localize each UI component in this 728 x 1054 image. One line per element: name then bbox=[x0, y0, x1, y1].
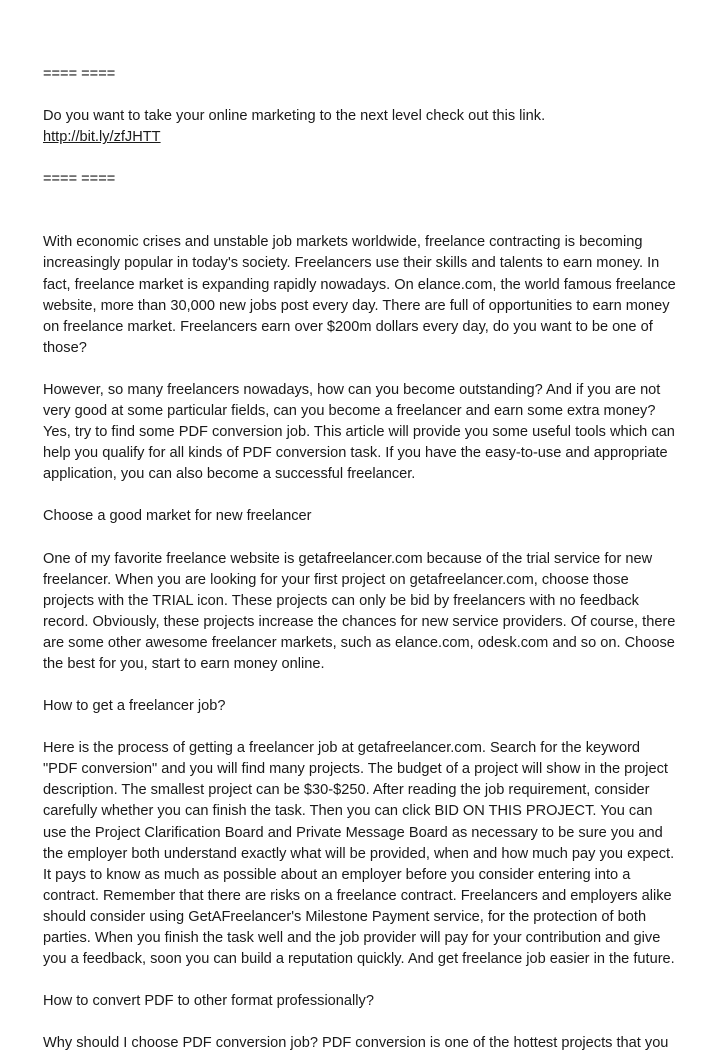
paragraph-line: increasingly popular in today's society. Freelancers use their skills and talents to earn money. In bbox=[43, 255, 660, 272]
paragraph-line: freelancer. When you are looking for your first project on getafreelancer.com, choose those bbox=[43, 571, 629, 588]
promo-link[interactable]: http://bit.ly/zfJHTT bbox=[43, 129, 161, 146]
paragraph-line: website, more than 30,000 new jobs post every day. There are full of opportunities to earn money bbox=[43, 297, 670, 314]
paragraph-line: projects with the TRIAL icon. These projects can only be bid by freelancers with no feedback bbox=[43, 592, 639, 609]
paragraph-line: However, so many freelancers nowadays, how can you become outstanding? And if you are not bbox=[43, 381, 661, 398]
paragraph-line: should consider using GetAFreelancer's Milestone Payment service, for the protection of both bbox=[43, 908, 647, 925]
outstanding-paragraph bbox=[43, 380, 693, 485]
paragraph-line: those? bbox=[43, 339, 87, 356]
separator-bottom: ==== ==== bbox=[43, 171, 116, 188]
job-paragraph bbox=[43, 738, 693, 970]
paragraph-line: very good at some particular fields, can you become a freelancer and earn some extra money? bbox=[43, 403, 656, 420]
paragraph-line: It pays to know as much as possible about an employer before you consider entering into a bbox=[43, 866, 631, 883]
paragraph-line: help you qualify for all kinds of PDF conversion task. If you have the easy-to-use and appropriate bbox=[43, 445, 668, 462]
paragraph-line: fact, freelance market is expanding rapidly nowadays. On elance.com, the world famous freelance bbox=[43, 276, 676, 293]
intro-paragraph bbox=[43, 232, 693, 359]
paragraph-line: record. Obviously, these projects increase the chances for new service providers. Of course, there bbox=[43, 613, 676, 630]
paragraph-line: on freelance market. Freelancers earn over $200m dollars every day, do you want to be one of bbox=[43, 318, 653, 335]
paragraph-line: Why should I choose PDF conversion job? PDF conversion is one of the hottest projects that you bbox=[43, 1035, 669, 1052]
paragraph-line: parties. When you finish the task well and the job provider will pay for your contribution and give bbox=[43, 930, 661, 946]
convert-paragraph bbox=[43, 1033, 693, 1054]
paragraph-line: are some other awesome freelancer markets, such as elance.com, odesk.com and so on. Choose bbox=[43, 634, 675, 651]
paragraph-line: description. The smallest project can be $30-$250. After reading the job requirement, consider bbox=[43, 782, 650, 799]
paragraph-line: With economic crises and unstable job markets worldwide, freelance contracting is becoming bbox=[43, 234, 643, 251]
document-page bbox=[43, 64, 693, 1054]
paragraph-line: the best for you, start to earn money online. bbox=[43, 655, 325, 672]
market-paragraph bbox=[43, 549, 693, 676]
section-heading-convert: How to convert PDF to other format professionally? bbox=[43, 993, 374, 1010]
paragraph-line: carefully whether you can finish the task. Then you can click BID ON THIS PROJECT. You can bbox=[43, 803, 653, 820]
paragraph-line: application, you can also become a successful freelancer. bbox=[43, 466, 416, 483]
section-heading-job: How to get a freelancer job? bbox=[43, 698, 226, 715]
paragraph-line: Yes, try to find some PDF conversion job. This article will provide you some useful tools which can bbox=[43, 424, 675, 441]
paragraph-line: One of my favorite freelance website is getafreelancer.com because of the trial service for new bbox=[43, 550, 653, 567]
separator-top: ==== ==== bbox=[43, 66, 116, 82]
promo-text: Do you want to take your online marketing to the next level check out this link. bbox=[43, 108, 546, 125]
section-heading-market: Choose a good market for new freelancer bbox=[43, 508, 312, 525]
paragraph-line: use the Project Clarification Board and Private Message Board as necessary to be sure you and bbox=[43, 824, 663, 841]
paragraph-line: "PDF conversion" and you will find many projects. The budget of a project will show in the project bbox=[43, 761, 668, 778]
paragraph-line: the employer both understand exactly what will be provided, when and how much pay you expect. bbox=[43, 845, 675, 862]
paragraph-line: Here is the process of getting a freelancer job at getafreelancer.com. Search for the keyword bbox=[43, 740, 641, 757]
paragraph-line: contract. Remember that there are risks on a freelance contract. Freelancers and employers alike bbox=[43, 887, 672, 904]
paragraph-line: you a feedback, soon you can build a reputation quickly. And get freelance job easier in the future. bbox=[43, 951, 675, 968]
